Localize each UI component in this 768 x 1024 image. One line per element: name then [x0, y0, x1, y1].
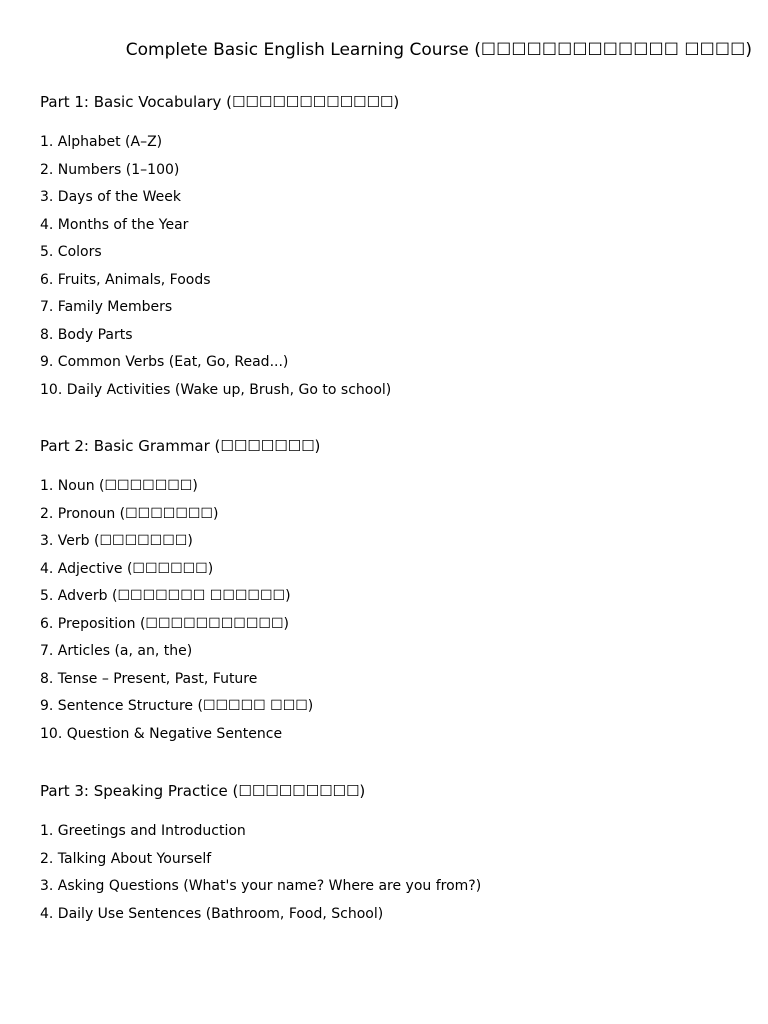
- section-grammar: [40, 436, 320, 748]
- list-item: 7. Family Members: [40, 299, 173, 315]
- list-item: 1. Greetings and Introduction: [40, 823, 246, 839]
- section-speaking: [40, 781, 481, 928]
- list-item: 7. Articles (a, an, the): [40, 643, 193, 659]
- list-item: 6. Fruits, Animals, Foods: [40, 271, 211, 288]
- section-heading: Part 1: Basic Vocabulary (☐☐☐☐☐☐☐☐☐☐☐☐): [40, 93, 400, 111]
- list-item: 5. Colors: [40, 244, 102, 260]
- section-heading: Part 2: Basic Grammar (☐☐☐☐☐☐☐): [40, 437, 321, 455]
- document-title: Complete Basic English Learning Course (☐☐☐☐☐☐☐☐☐☐☐☐☐ ☐☐☐☐): [125, 40, 752, 60]
- list-item: 3. Verb (☐☐☐☐☐☐☐): [40, 533, 193, 549]
- section-vocabulary: [40, 92, 399, 404]
- item-list: [40, 129, 399, 404]
- section-heading: Part 3: Speaking Practice (☐☐☐☐☐☐☐☐☐): [40, 782, 366, 800]
- list-item: 3. Days of the Week: [40, 189, 181, 205]
- list-item: 2. Talking About Yourself: [40, 850, 212, 867]
- list-item: 4. Months of the Year: [40, 216, 189, 233]
- list-item: 9. Common Verbs (Eat, Go, Read...): [40, 354, 289, 370]
- list-item: 2. Numbers (1–100): [40, 161, 180, 178]
- list-item: 1. Noun (☐☐☐☐☐☐☐): [40, 478, 198, 494]
- list-item: 1. Alphabet (A–Z): [40, 134, 163, 150]
- list-item: 9. Sentence Structure (☐☐☐☐☐ ☐☐☐): [40, 698, 314, 714]
- list-item: 2. Pronoun (☐☐☐☐☐☐☐): [40, 505, 219, 522]
- list-item: 8. Body Parts: [40, 326, 133, 343]
- list-item: 4. Daily Use Sentences (Bathroom, Food, School): [40, 905, 384, 922]
- list-item: 4. Adjective (☐☐☐☐☐☐): [40, 560, 214, 577]
- list-item: 5. Adverb (☐☐☐☐☐☐☐ ☐☐☐☐☐☐): [40, 588, 291, 604]
- list-item: 8. Tense – Present, Past, Future: [40, 670, 258, 687]
- list-item: 10. Daily Activities (Wake up, Brush, Go to school): [40, 381, 392, 398]
- item-list: [40, 818, 481, 928]
- list-item: 10. Question & Negative Sentence: [40, 725, 283, 742]
- list-item: 6. Preposition (☐☐☐☐☐☐☐☐☐☐☐): [40, 615, 289, 632]
- list-item: 3. Asking Questions (What's your name? Where are you from?): [40, 878, 482, 894]
- item-list: [40, 473, 320, 748]
